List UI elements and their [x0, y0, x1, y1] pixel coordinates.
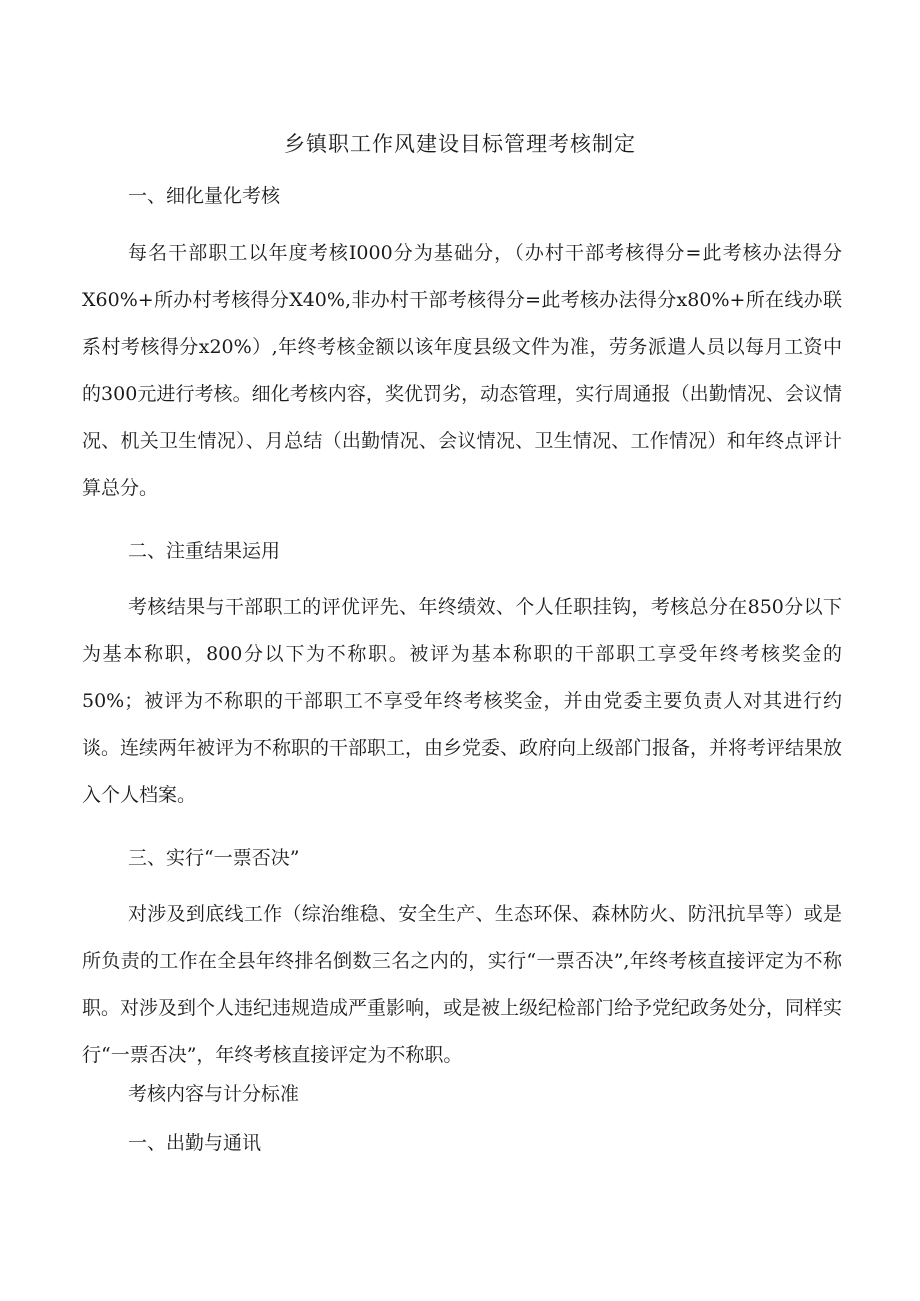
section-heading-3: 三、实行“一票否决”: [128, 847, 300, 869]
document-title: 乡镇职工作风建设目标管理考核制定: [284, 132, 636, 156]
assessment-content-subtitle: 考核内容与计分标准: [128, 1083, 300, 1105]
section-paragraph-1: 每名干部职工以年度考核I000分为基础分，（办村干部考核得分=此考核办法得分X60%+所办村考核得分X40%,非办村干部考核得分=此考核办法得分x80%+所在线办联系村考核得分x20%）,年终考核金额以该年度县级文件为准，劳务派遣人员以每月工资中的300元进行考核。细化考核内容，奖优罚劣，动态管理，实行周通报（出勤情况、会议情况、机关卫生情况）、月总结（出勤情况、会议情况、卫生情况、工作情况）和年终点评计算总分。: [82, 242, 842, 499]
attendance-subheading: 一、出勤与通讯: [128, 1132, 262, 1154]
section-paragraph-2: 考核结果与干部职工的评优评先、年终绩效、个人任职挂钩，考核总分在850分以下为基本称职，800分以下为不称职。被评为基本称职的干部职工享受年终考核奖金的50%；被评为不称职的干部职工不享受年终考核奖金，并由党委主要负责人对其进行约谈。连续两年被评为不称职的干部职工，由乡党委、政府向上级部门报备，并将考评结果放入个人档案。: [82, 596, 843, 806]
section-heading-2: 二、注重结果运用: [128, 540, 281, 562]
section-paragraph-3: 对涉及到底线工作（综治维稳、安全生产、生态环保、森林防火、防汛抗旱等）或是所负责的工作在全县年终排名倒数三名之内的，实行“一票否决”,年终考核直接评定为不称职。对涉及到个人违纪违规造成严重影响，或是被上级纪检部门给予党纪政务处分，同样实行“一票否决”，年终考核直接评定为不称职。: [82, 903, 843, 1066]
section-heading-1: 一、细化量化考核: [128, 185, 281, 207]
